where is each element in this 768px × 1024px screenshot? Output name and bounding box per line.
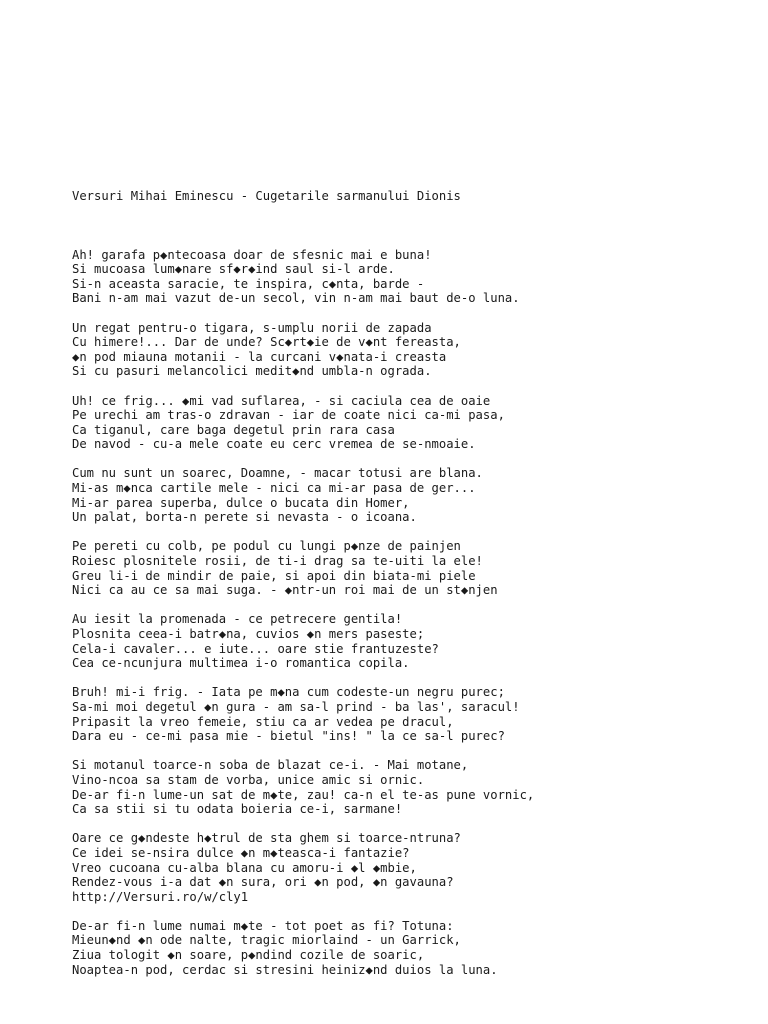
stanza [72,919,752,977]
poem-line: Ce idei se-nsira dulce ◆n m◆teasca-i fantazie? [72,845,410,860]
poem-line: De-ar fi-n lume numai m◆te - tot poet as fi? Totuna: [72,918,454,933]
poem-line: Un regat pentru-o tigara, s-umplu norii de zapada [72,320,432,335]
stanza [72,466,752,524]
poem-line: Mieun◆nd ◆n ode nalte, tragic miorlaind - un Garrick, [72,933,461,948]
poem-line: Cela-i cavaler... e iute... oare stie frantuzeste? [72,641,439,656]
poem-line: Pe pereti cu colb, pe podul cu lungi p◆nze de painjen [72,539,461,554]
poem-line: Plosnita ceea-i batr◆na, cuvios ◆n mers paseste; [72,627,425,641]
poem-line: Si cu pasuri melancolici medit◆nd umbla-n ograda. [72,364,432,379]
poem-line: Noaptea-n pod, cerdac si stresini heiniz◆nd duios la luna. [72,962,498,977]
poem-line: Mi-as m◆nca cartile mele - nici ca mi-ar pasa de ger... [72,481,476,496]
stanza [72,539,752,597]
poem-line: ◆n pod miauna motanii - la curcani v◆nata-i creasta [72,349,447,364]
stanza [72,394,752,452]
poem-line: Cu himere!... Dar de unde? Sc◆rt◆ie de v◆nt fereasta, [72,335,461,350]
stanza [72,758,752,816]
poem-line: http://Versuri.ro/w/cly1 [72,889,249,904]
poem-line: Roiesc plosnitele rosii, de ti-i drag sa te-uiti la ele! [72,554,483,569]
poem-line: Cea ce-ncunjura multimea i-o romantica copila. [72,656,410,671]
poem-line: Oare ce g◆ndeste h◆trul de sta ghem si toarce-ntruna? [72,831,461,846]
stanza-list [72,248,752,978]
poem-line: Rendez-vous i-a dat ◆n sura, ori ◆n pod, ◆n gavauna? [72,875,454,890]
poem-line: Nici ca au ce sa mai suga. - ◆ntr-un roi mai de un st◆njen [72,583,498,598]
poem-line: Uh! ce frig... ◆mi vad suflarea, - si caciula cea de oaie [72,393,491,408]
poem-line: Pripasit la vreo femeie, stiu ca ar vedea pe dracul, [72,714,454,729]
poem-line: Dara eu - ce-mi pasa mie - bietul "ins! " la ce sa-l purec? [72,729,505,744]
poem-line: Sa-mi moi degetul ◆n gura - am sa-l prind - ba las', saracul! [72,699,520,714]
poem-line: Cum nu sunt un soarec, Doamne, - macar totusi are blana. [72,466,483,481]
stanza [72,685,752,743]
poem-line: Ca tiganul, care baga degetul prin rara casa [72,422,395,437]
poem-line: Greu li-i de mindir de paie, si apoi din biata-mi piele [72,568,476,583]
poem-line: Mi-ar parea superba, dulce o bucata din Homer, [72,495,410,510]
poem-line: Pe urechi am tras-o zdravan - iar de coate nici ca-mi pasa, [72,408,505,423]
poem-text [72,160,752,1021]
poem-line: Si mucoasa lum◆nare sf◆r◆ind saul si-l arde. [72,262,395,277]
page-title: Versuri Mihai Eminescu - Cugetarile sarmanului Dionis [72,189,461,204]
poem-line: De navod - cu-a mele coate eu cerc vremea de se-nmoaie. [72,437,476,452]
stanza [72,321,752,379]
poem-line: Vreo cucoana cu-alba blana cu amoru-i ◆l ◆mbie, [72,860,417,875]
stanza [72,612,752,670]
poem-line: Ca sa stii si tu odata boieria ce-i, sarmane! [72,802,403,817]
poem-line: De-ar fi-n lume-un sat de m◆te, zau! ca-n el te-as pune vornic, [72,787,535,802]
poem-line: Si motanul toarce-n soba de blazat ce-i. - Mai motane, [72,758,469,773]
poem-line: Si-n aceasta saracie, te inspira, c◆nta, barde - [72,276,425,291]
poem-line: Ah! garafa p◆ntecoasa doar de sfesnic mai e buna! [72,247,432,262]
stanza [72,831,752,904]
poem-line: Bruh! mi-i frig. - Iata pe m◆na cum codeste-un negru purec; [72,685,505,700]
poem-line: Bani n-am mai vazut de-un secol, vin n-am mai baut de-o luna. [72,291,520,306]
poem-line: Ziua tologit ◆n soare, p◆ndind cozile de soaric, [72,948,425,963]
poem-line: Un palat, borta-n perete si nevasta - o icoana. [72,510,417,525]
poem-line: Vino-ncoa sa stam de vorba, unice amic si ornic. [72,772,425,787]
stanza [72,248,752,306]
poem-line: Au iesit la promenada - ce petrecere gentila! [72,612,403,627]
